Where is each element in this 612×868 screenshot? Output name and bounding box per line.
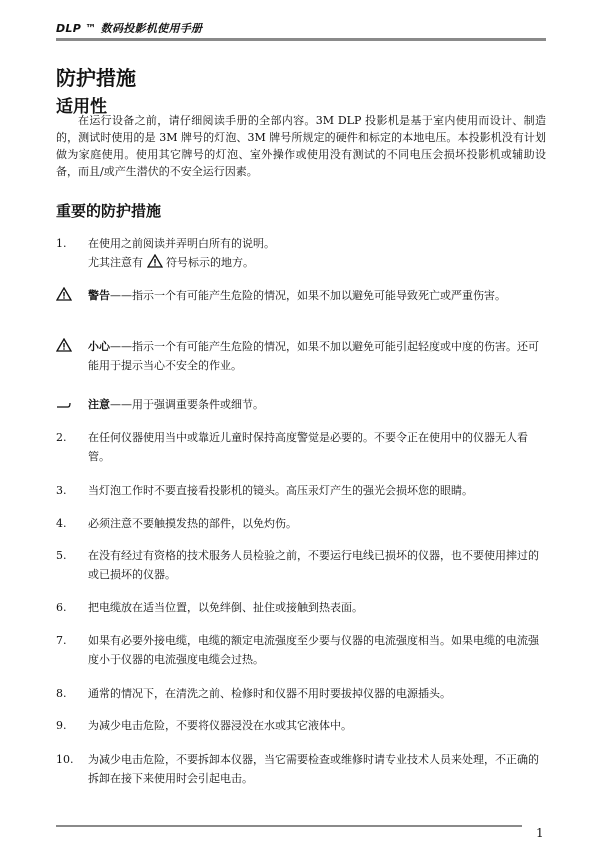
list-item	[56, 481, 548, 500]
list-item-text: 必须注意不要触摸发热的部件，以免灼伤。	[88, 517, 297, 530]
note-notice	[56, 395, 548, 414]
list-item-number: 3.	[56, 484, 67, 497]
list-item-text: 把电缆放在适当位置，以免绊倒、扯住或接触到热表面。	[88, 601, 363, 614]
caution-text: ——指示一个有可能产生危险的情况，如果不加以避免可能引起轻度或中度的伤害。还可能用于提示当心不安全的作业。	[88, 340, 539, 372]
list-item-text: 在任何仪器使用当中或靠近儿童时保持高度警觉是必要的。不要令正在使用中的仪器无人看管。	[88, 431, 528, 463]
note-icon	[56, 399, 72, 409]
header-title: DLP ™ 数码投影机使用手册	[56, 22, 203, 35]
caution-notice	[56, 337, 548, 375]
section-heading-applicability: 适用性	[56, 97, 107, 117]
note-text: ——用于强调重要条件或细节。	[110, 398, 264, 411]
warning-text: ——指示一个有可能产生危险的情况，如果不加以避免可能导致死亡或严重伤害。	[110, 289, 506, 302]
list-item-number: 1.	[56, 237, 67, 250]
note-label: 注意	[88, 398, 110, 411]
list-item	[56, 234, 548, 272]
list-item-number: 4.	[56, 517, 67, 530]
list-item-text: 当灯泡工作时不要直接看投影机的镜头。高压汞灯产生的强光会损坏您的眼睛。	[88, 484, 473, 497]
list-item-text: 在没有经过有资格的技术服务人员检验之前，不要运行电线已损坏的仪器，也不要使用摔过的或已损坏的仪器。	[88, 549, 539, 581]
list-item	[56, 598, 548, 617]
list-item-number: 8.	[56, 687, 67, 700]
warning-triangle-icon	[147, 254, 163, 268]
list-item-number: 6.	[56, 601, 67, 614]
list-item-number: 7.	[56, 634, 67, 647]
list-item-text: 在使用之前阅读并弄明白所有的说明。	[88, 237, 275, 250]
warning-triangle-icon	[56, 287, 72, 301]
page-title: 防护措施	[56, 66, 136, 90]
list-item	[56, 514, 548, 533]
caution-label: 小心	[88, 340, 110, 353]
list-item-text-pre: 尤其注意有	[88, 256, 143, 269]
warning-triangle-icon	[56, 338, 72, 352]
warning-label: 警告	[88, 289, 110, 302]
list-item-text: 为减少电击危险，不要拆卸本仪器，当它需要检查或维修时请专业技术人员来处理，不正确的拆卸在接下来使用时会引起电击。	[88, 753, 539, 785]
list-item-number: 5.	[56, 549, 67, 562]
list-item-text: 通常的情况下，在清洗之前、检修时和仪器不用时要拔掉仪器的电源插头。	[88, 687, 451, 700]
list-item	[56, 546, 548, 584]
list-item	[56, 428, 548, 466]
list-item	[56, 716, 548, 735]
list-item-text: 为减少电击危险，不要将仪器浸没在水或其它液体中。	[88, 719, 352, 732]
list-item-text: 如果有必要外接电缆，电缆的额定电流强度至少要与仪器的电流强度相当。如果电缆的电流强度小于仪器的电流强度电缆会过热。	[88, 634, 539, 666]
footer-rule	[56, 825, 522, 827]
list-item-number: 10.	[56, 753, 74, 766]
list-item	[56, 631, 548, 669]
list-item	[56, 684, 548, 703]
list-item-text-line2	[88, 253, 548, 272]
list-item-text-post: 符号标示的地方。	[166, 256, 254, 269]
list-item-number: 2.	[56, 431, 67, 444]
page-number: 1	[536, 826, 544, 840]
warning-notice	[56, 286, 548, 305]
section-heading-important: 重要的防护措施	[56, 202, 162, 220]
list-item	[56, 750, 548, 788]
applicability-paragraph: 在运行设备之前，请仔细阅读手册的全部内容。3M DLP 投影机是基于室内使用而设计、制造的，测试时使用的是 3M 牌号的灯泡、3M 牌号所规定的硬件和标定的本地电压。本投影机没有计划做为家庭使用。使用其它牌号的灯泡、室外操作或使用没有测试的不同电压会损坏投影机或辅助设备，而且/或产生潜伏的不安全运行因素。	[56, 114, 546, 178]
header-rule	[56, 38, 546, 41]
list-item-number: 9.	[56, 719, 67, 732]
